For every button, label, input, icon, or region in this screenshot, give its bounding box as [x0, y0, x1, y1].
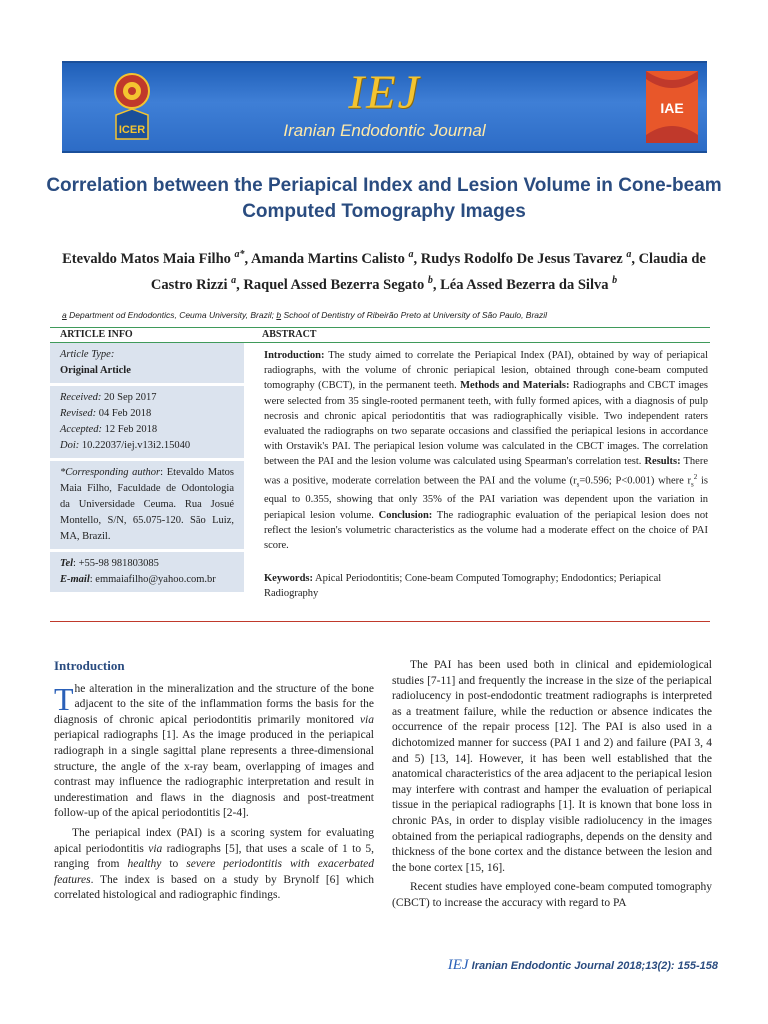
article-type-value: Original Article [60, 365, 131, 376]
article-type-label: Article Type: [60, 349, 115, 360]
journal-name: Iranian Endodontic Journal [283, 121, 486, 140]
keywords-label: Keywords: [264, 573, 313, 584]
author-name: Amanda Martins Calisto [250, 250, 405, 267]
corresponding-text: : Etevaldo Matos Maia Filho, Faculdade de Odontologia da Universidade Ceuma. Rua Josué Montello, S/N, 65.075-120. São Luiz, MA, Brazil. [60, 467, 234, 542]
author-name: Léa Assed Bezerra da Silva [440, 276, 609, 293]
revised-value: 04 Feb 2018 [96, 408, 152, 419]
corresponding-author-block [50, 461, 244, 549]
author-name: Claudia de Castro Rizzi [150, 250, 706, 293]
article-info-heading: ARTICLE INFO [60, 329, 133, 340]
abstract-intro-label: Introduction: [264, 350, 325, 361]
abstract-conclusion-label: Conclusion: [378, 509, 433, 521]
corresponding-label: *Corresponding author [60, 467, 161, 478]
journal-banner [62, 61, 707, 153]
author-name: Etevaldo Matos Maia Filho [62, 250, 231, 267]
intro-paragraph-1: The alteration in the mineralization and the structure of the bone adjacent to the site of the inflammation forms the basis for the diagnosis of chronic apical periodontitis primarily monitored via periapical radiographs [1]. As the image produced in the periapical radiograph in a single sagittal plane represents a three-dimensional structure, the angle of the x-ray beam, overlapping of images and contrast may influence the radiographic interpretation and result in underestimation and flaws in the diagnosis and post-treatment follow-up of the apical periodontitis [2-4]. [54, 680, 374, 820]
abstract-results-label: Results: [644, 456, 681, 468]
accepted-label: Accepted: [60, 424, 102, 435]
right-column [392, 658, 712, 912]
left-column [54, 658, 374, 904]
abstract-heading: ABSTRACT [262, 329, 317, 340]
dates-block [50, 386, 244, 458]
author-sup: a [408, 249, 414, 260]
author-sup: a* [234, 249, 245, 260]
email-value: : emmaiafilho@yahoo.com.br [89, 574, 216, 585]
abstract-text: Introduction: The study aimed to correlate the Periapical Index (PAI), obtained by way of periapical radiographs, with the volume of chronic periapical lesion, obtained through cone-beam computed tomography (CBCT), in the permanent teeth. Methods and Materials: Radiographs and CBCT images were selected from 35 single-rooted permanent teeth, with fully formed apices, with a diagnosis of pulp necrosis and chronic apical periodontitis that was radiographically visible. Two independent raters evaluated the radiographs on two separate occasions and classified the periapical lesions in accordance with Orstavik's PAI. The periapical lesion volume was calculated in the CBCT images. The correlation between the PAI and the lesion volume was calculated using Spearman's correlation test. Results: There was a positive, moderate correlation between the PAI and the volume ($r_s=0.596$; P<0.001) where $r_s^2$ is equal to 0.355, showing that only 35% of the PAI variation was dependent upon the variation in periapical lesion volume. Conclusion: The radiographic evaluation of the periapical lesion does not reflect the lesion's volumetric characteristics as the volume had a moderate effect on the choice of PAI score. [264, 350, 709, 552]
tel-value: : +55-98 981803085 [73, 558, 159, 569]
author-sup: b [612, 274, 618, 286]
page-footer [438, 957, 718, 974]
affil-mark-a: a [62, 310, 67, 320]
keywords-text: Apical Periodontitis; Cone-beam Computed Tomography; Endodontics; Periapical Radiography [264, 573, 662, 600]
iae-logo-text: IAE [660, 100, 684, 116]
affil-b-text: School of Dentistry of Ribeirão Preto at University of São Paulo, Brazil [281, 310, 548, 320]
affiliations [62, 310, 722, 320]
footer-journal-abbr: IEJ [447, 957, 469, 973]
article-type-block [50, 343, 244, 383]
affil-a-text: Department od Endodontics, Ceuma University, Brazil; [66, 310, 277, 320]
author-list: Etevaldo Matos Maia Filho $^{a*}$, Amanda Martins Calisto $^a$, Rudys Rodolfo De Jesus Tavarez $^a$, Claudia de Castro Rizzi $^a$, Raquel Assed Bezerra Segato $^b$, Léa Assed Bezerra da Silva $^b$ [62, 249, 706, 293]
keywords [264, 571, 708, 601]
paper-title: Correlation between the Periapical Index and Lesion Volume in Cone-beam Computed Tomography Images [46, 175, 722, 222]
right-paragraph-1: The PAI has been used both in clinical and epidemiological studies [7-11] and frequently the increase in the size of the periapical radiolucency in post-endodontic treatment radiographs is interpreted as a treatment failure, while the reduction or absence indicates the occurrence of the repair process [12]. The PAI is also used in a dichotomized manner for success (PAI 1 and 2) and failure (PAI 3, 4 and 5) [13, 14]. However, it has been well established that the anatomical characteristics of the area adjacent to the periapical lesion may interfere with contrast and hamper the evaluation of periapical tissue in the periapical radiographs [1]. It is known that bone loss in chronic PAs, in order to display visible radiolucency in the images obtained from the periapical radiographs, depends on the density and thickness of the bone cortex and the distance between the lesion and the bone cortex [15, 16]. [392, 659, 712, 874]
doi-label: Doi: [60, 440, 80, 451]
received-value: 20 Sep 2017 [101, 392, 157, 403]
author-sup: b [427, 274, 433, 286]
introduction-heading: Introduction [54, 658, 125, 673]
section-header-bar [50, 327, 710, 343]
journal-abbreviation: IEJ [348, 66, 421, 119]
revised-label: Revised: [60, 408, 97, 419]
right-paragraph-2: Recent studies have employed cone-beam computed tomography (CBCT) to increase the accuracy with regard to PA [392, 881, 712, 909]
iae-logo-icon [646, 71, 698, 143]
email-label: E-mail [60, 574, 90, 585]
author-sup: a [231, 274, 237, 286]
section-divider [50, 621, 710, 622]
intro-paragraph-2: The periapical index (PAI) is a scoring system for evaluating apical periodontitis via radiographs [5], that uses a scale of 1 to 5, ranging from healthy to severe periodontitis with exacerbated features. The index is based on a study by Brynolf [6] which correlated histological and radiographic findings. [54, 826, 375, 902]
tel-label: Tel [60, 558, 74, 569]
footer-citation: Iranian Endodontic Journal 2018;13(2): 155-158 [468, 960, 718, 972]
author-name: Raquel Assed Bezerra Segato [243, 276, 425, 293]
article-info-panel [50, 343, 244, 610]
received-label: Received: [60, 392, 102, 403]
doi-value: 10.22037/iej.v13i2.15040 [79, 440, 191, 451]
author-name: Rudys Rodolfo De Jesus Tavarez [420, 250, 623, 267]
drop-cap: T [54, 680, 74, 717]
accepted-value: 12 Feb 2018 [101, 424, 158, 435]
icer-logo-text: ICER [118, 124, 146, 136]
abstract-methods-label: Methods and Materials: [460, 380, 570, 392]
contact-block [50, 552, 244, 592]
author-sup: a [626, 249, 632, 260]
affil-mark-b: b [276, 310, 282, 320]
